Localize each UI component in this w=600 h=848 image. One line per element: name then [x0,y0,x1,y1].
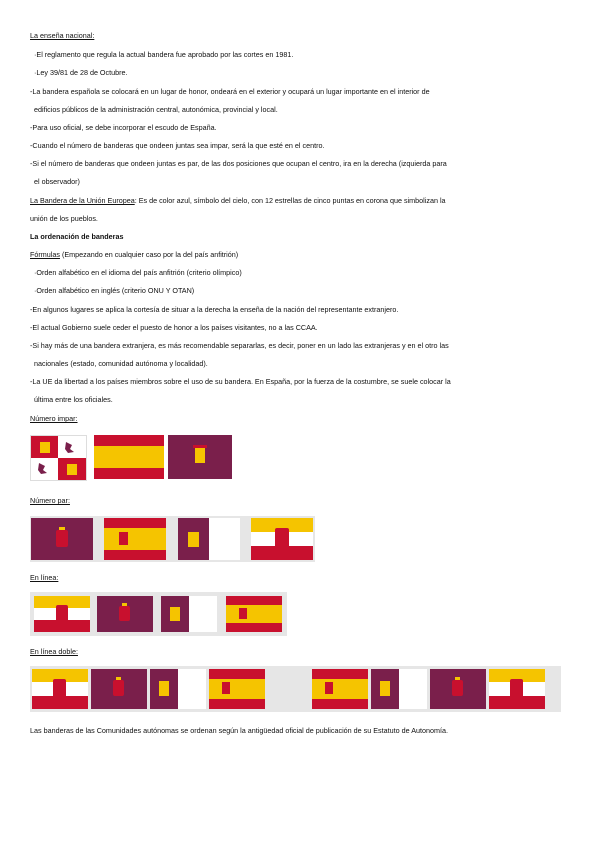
flag-spain [209,669,265,709]
text-line: nacionales (estado, comunidad autónoma y localidad). [34,359,208,368]
flag-host-city [489,669,545,709]
flag-spain [104,518,166,560]
section-heading: La ordenación de banderas [30,232,124,241]
coat-of-arms-icon [209,669,265,709]
text-line: -En algunos lugares se aplica la cortesía de situar a la derecha la enseña de la nación del representante extranjero. [30,305,399,314]
coat-of-arms-icon [104,518,166,560]
castle-icon [178,518,240,560]
text-line: ·Orden alfabético en inglés (criterio ONU Y OTAN) [34,286,195,295]
flag-spain [226,596,282,632]
flag-leon-castilla [30,435,87,481]
footer-note: Las banderas de las Comunidades autónomas se ordenan según la antigüedad oficial de publicación de su Estatuto de Autonomía. [30,726,448,735]
crown-shield-icon [430,669,486,709]
text-line: -Si el número de banderas que ondeen juntas es par, de las dos posiciones que ocupan el centro, ira en la derecha (izquierda para [30,159,447,168]
eu-paragraph: La Bandera de la Unión Europea: Es de color azul, símbolo del cielo, con 12 estrellas de cinco puntas en corona que simbolizan la [30,196,446,205]
example-label: En línea doble: [30,647,78,656]
castle-icon [150,669,206,709]
formulas-label: Fórmulas [30,250,60,259]
text-line: edificios públicos de la administración central, autonómica, provincial y local. [34,105,278,114]
flag-castilla-la-mancha [178,518,240,560]
flag-castilla-la-mancha [161,596,217,632]
text-line: ·Ley 39/81 de 28 de Octubre. [34,68,128,77]
castle-lion-icon [31,436,86,480]
crown-shield-icon [251,518,313,560]
text-line: -Cuando el número de banderas que ondeen juntas sea impar, será la que esté en el centro. [30,141,325,150]
example-label: Número par: [30,496,70,505]
crown-shield-icon [97,596,153,632]
flag-host-city [251,518,313,560]
text-line: -Si hay más de una bandera extranjera, es más recomendable separarlas, es decir, poner en un lado las extranjeras y en el otro las [30,341,449,350]
flag-madrid-region [31,518,93,560]
flag-madrid-region [97,596,153,632]
coat-of-arms-icon [312,669,368,709]
flag-spain [94,435,164,479]
castle-icon [161,596,217,632]
crown-shield-icon [32,669,88,709]
flag-castilla-la-mancha [150,669,206,709]
coat-of-arms-icon [226,596,282,632]
crown-shield-icon [31,518,93,560]
crown-shield-icon [91,669,147,709]
flag-castilla-la-mancha [168,435,232,479]
text-line: -El actual Gobierno suele ceder el puesto de honor a los países visitantes, no a las CCAA. [30,323,318,332]
text-line: el observador) [34,177,80,186]
castle-icon [371,669,427,709]
crown-shield-icon [34,596,90,632]
example-label: En línea: [30,573,59,582]
section-heading: La enseña nacional: [30,31,95,40]
example-label: Número impar: [30,414,78,423]
text-line: ·El reglamento que regula la actual bandera fue aprobado por las cortes en 1981. [34,50,294,59]
castle-icon [168,435,232,479]
text-line: -La UE da libertad a los países miembros sobre el uso de su bandera. En España, por la fuerza de la costumbre, se suele colocar la [30,377,451,386]
text-line: -Para uso oficial, se debe incorporar el escudo de España. [30,123,217,132]
flag-madrid-region [430,669,486,709]
eu-link[interactable]: La Bandera de la Unión Europea [30,196,135,205]
flag-host-city [34,596,90,632]
flag-castilla-la-mancha [371,669,427,709]
text-line: unión de los pueblos. [30,214,98,223]
text-line: -La bandera española se colocará en un lugar de honor, ondeará en el exterior y ocupará un lugar importante en el interior de [30,87,430,96]
flag-host-city [32,669,88,709]
formulas-line: Fórmulas (Empezando en cualquier caso por la del país anfitrión) [30,250,239,259]
flag-madrid-region [91,669,147,709]
text-line: última entre los oficiales. [34,395,113,404]
text-line: ·Orden alfabético en el idioma del país anfitrión (criterio olímpico) [34,268,242,277]
flag-spain [312,669,368,709]
crown-shield-icon [489,669,545,709]
